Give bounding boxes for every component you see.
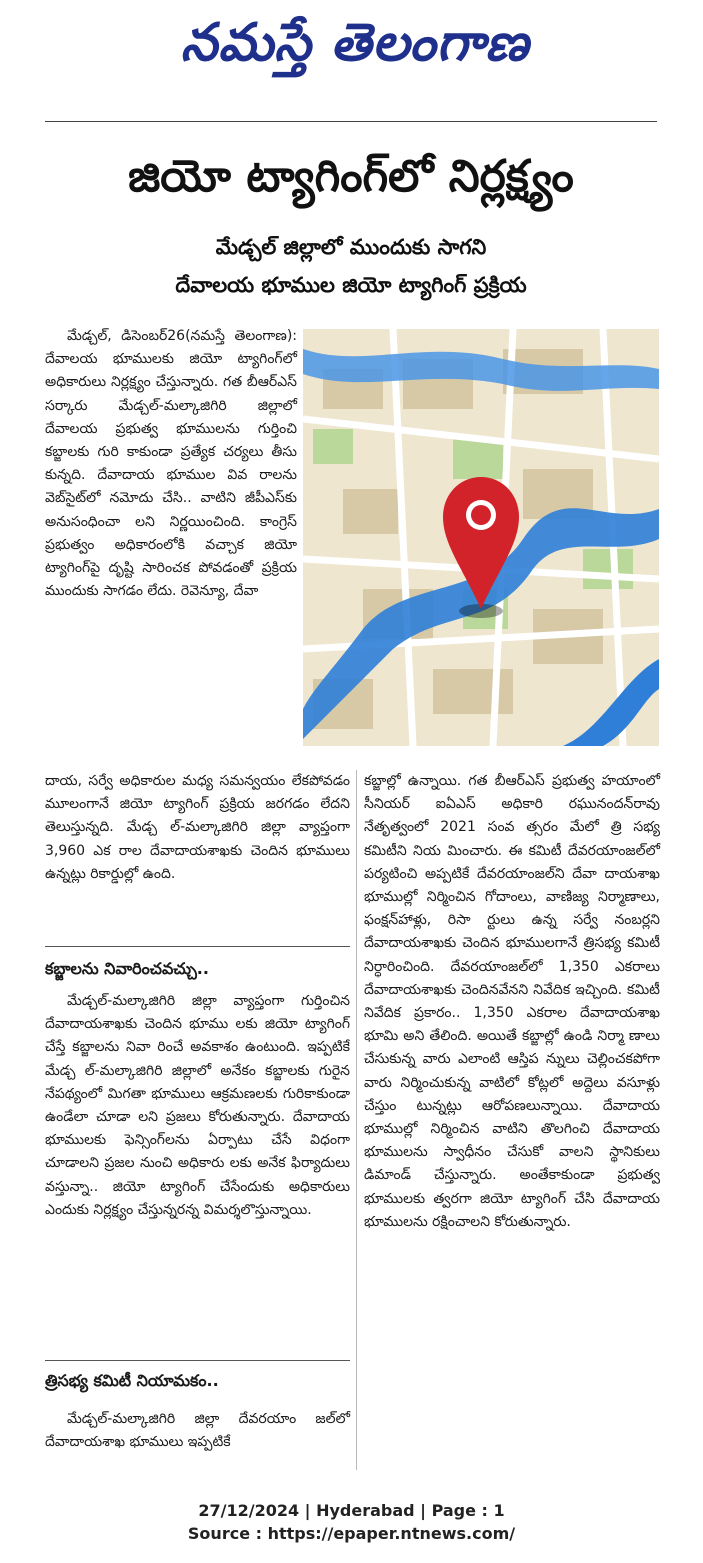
article-right-column-text: కబ్జాల్లో ఉన్నాయి. గత బీఆర్‌ఎస్ ప్రభుత్వ హయాంలో సీనియర్ ఐఏఎస్ అధికారి రఘునందన్‌రావు నేతృత్వంలో 2021 సంవ త్సరం మేలో త్రి సభ్య కమిటీని నియ మించారు. ఈ కమిటీ దేవరయాంజల్‌లో పర్యటించి అప్పటికే దేవరయాంజల్‌ని దేవా దాయశాఖ భూముల్లో నిర్మించిన గోదాంలు, వాణిజ్య నిర్మాణాలు, ఫంక్షన్‌హాళ్లు, రిసా ర్టులు ఉన్న సర్వే నంబర్లని దేవాదాయశాఖకు చెందిన భూములగానే త్రిసభ్య కమిటీ నిర్ధారించింది. దేవరయాంజల్‌లో 1,350 ఎకరాలు దేవాదాయశాఖకు చెందినవేనని నివేదిక ఇచ్చింది. కమిటీ నివేదిక ప్రకారం.. 1,350 ఎకరాల దేవాదాయశాఖ భూమి అని తేలింది. అయితే కబ్జాల్లో ఉండి నిర్మా ణాలు చేసుకున్న వారు ఎలాంటి ఆస్తిప న్నులు చెల్లించకపోగా వారు నిర్మించుకున్న వాటిలో కోట్లలో అద్దెలు వసూళ్లు చేస్తుం టున్నట్లు ఆరోపణలున్నాయి. దేవాదాయ భూముల్లో నిర్మించిన వాటిని తొలగించి దేవాదాయ భూములను స్వాధీనం చేసుకో వాలని స్థానికులు డిమాండ్ చేస్తున్నారు. అంతేకాకుండా ప్రభుత్వ భూములకు త్వరగా జియో ట్యాగింగ్ చేసి దేవాదాయ భూములను రక్షించాలని కోరుతున్నారు. <box>364 773 660 1230</box>
subhead-1: మేడ్చల్ జిల్లాలో ముందుకు సాగని <box>215 235 487 259</box>
section-title-1: కబ్జాలను నివారించవచ్చు.. <box>45 959 209 978</box>
section-body-1 <box>45 990 350 1222</box>
section-title-2: త్రిసభ్య కమిటీ నియామకం.. <box>45 1371 219 1390</box>
article-intro <box>45 325 297 603</box>
masthead-rule <box>45 121 657 122</box>
headline: జియో ట్యాగింగ్‌లో నిర్లక్ష్యం <box>128 151 574 202</box>
map-illustration <box>303 329 659 746</box>
section-body-2-text: మేడ్చల్-మల్కాజిగిరి జిల్లా దేవరయాం జల్‌లో దేవాదాయశాఖ భూములు ఇప్పటికే <box>45 1411 350 1451</box>
article-right-column <box>364 770 660 1234</box>
footer-date-line: 27/12/2024 | Hyderabad | Page : 1 <box>198 1501 505 1520</box>
column-divider <box>356 770 357 1470</box>
section-divider-2 <box>45 1360 350 1361</box>
section-divider-1 <box>45 946 350 947</box>
section-body-1-text: మేడ్చల్-మల్కాజిగిరి జిల్లా వ్యాప్తంగా గుర్తించిన దేవాదాయశాఖకు చెందిన భూము లకు జియో ట్యాగింగ్ చేస్తే కబ్జాలను నివా రించే అవకాశం ఉంటుంది. ఇప్పటికే మేడ్చ ల్-మల్కాజిగిరి జిల్లాలో అనేకం కబ్జాలకు గురైన నేపథ్యంలో మిగతా భూములు ఆక్రమణలకు గురికాకుండా ఉండేలా చూడా లని ప్రజలు కోరుతున్నారు. దేవాదాయ భూములకు ఫెన్సింగ్‌లను ఏర్పాటు చేసే విధంగా చూడాలని ప్రజల నుంచి అధికారు లకు అనేక ఫిర్యాదులు వస్తున్నా.. జియో ట్యాగింగ్ చేసేందుకు అధికారులు ఎందుకు నిర్లక్ష్యం చేస్తున్నరన్న విమర్శలొస్తున్నాయి. <box>45 993 350 1218</box>
newspaper-logo: నమస్తే తెలంగాణ <box>180 13 530 73</box>
masthead <box>0 0 703 90</box>
footer-source-line: Source : https://epaper.ntnews.com/ <box>187 1524 516 1543</box>
article-intro-text: మేడ్చల్, డిసెంబర్26(నమస్తే తెలంగాణ): దేవాలయ భూములకు జియో ట్యాగింగ్‌లో అధికారులు నిర్లక్ష్యం చేస్తున్నారు. గత బీఆర్‌ఎస్ సర్కారు మేడ్చల్-మల్కాజిగిరి జిల్లాలో దేవాలయ ప్రభుత్వ భూములను గుర్తించి కబ్జాలకు గురి కాకుండా ప్రత్యేక చర్యలు తీసు కున్నది. దేవాదాయ భూముల వివ రాలను వెబ్‌సైట్‌లో నమోదు చేసి.. వాటిని జీపీఎస్‌కు అనుసంధించా లని నిర్ణయించింది. కాంగ్రెస్ ప్రభుత్వం అధికారంలోకి వచ్చాక జియో ట్యాగింగ్‌పై దృష్టి సారించక పోవడంతో ప్రక్రియ ముందుకు సాగడం లేదు. రెవెన్యూ, దేవా <box>45 328 297 600</box>
section-body-2 <box>45 1408 350 1454</box>
subhead-2: దేవాలయ భూముల జియో ట్యాగింగ్ ప్రక్రియ <box>175 273 527 297</box>
article-intro-cont <box>45 770 350 886</box>
article-intro-cont-text: దాయ, సర్వే అధికారుల మధ్య సమన్వయం లేకపోవడం మూలంగానే జియో ట్యాగింగ్ ప్రక్రియ జరగడం లేదని తెలుస్తున్నది. మేడ్చ ల్-మల్కాజిగిరి జిల్లా వ్యాప్తంగా 3,960 ఎక రాల దేవాదాయశాఖకు చెందిన భూములు ఉన్నట్లు రికార్డుల్లో ఉంది. <box>45 773 350 882</box>
map-graphic <box>303 329 659 746</box>
